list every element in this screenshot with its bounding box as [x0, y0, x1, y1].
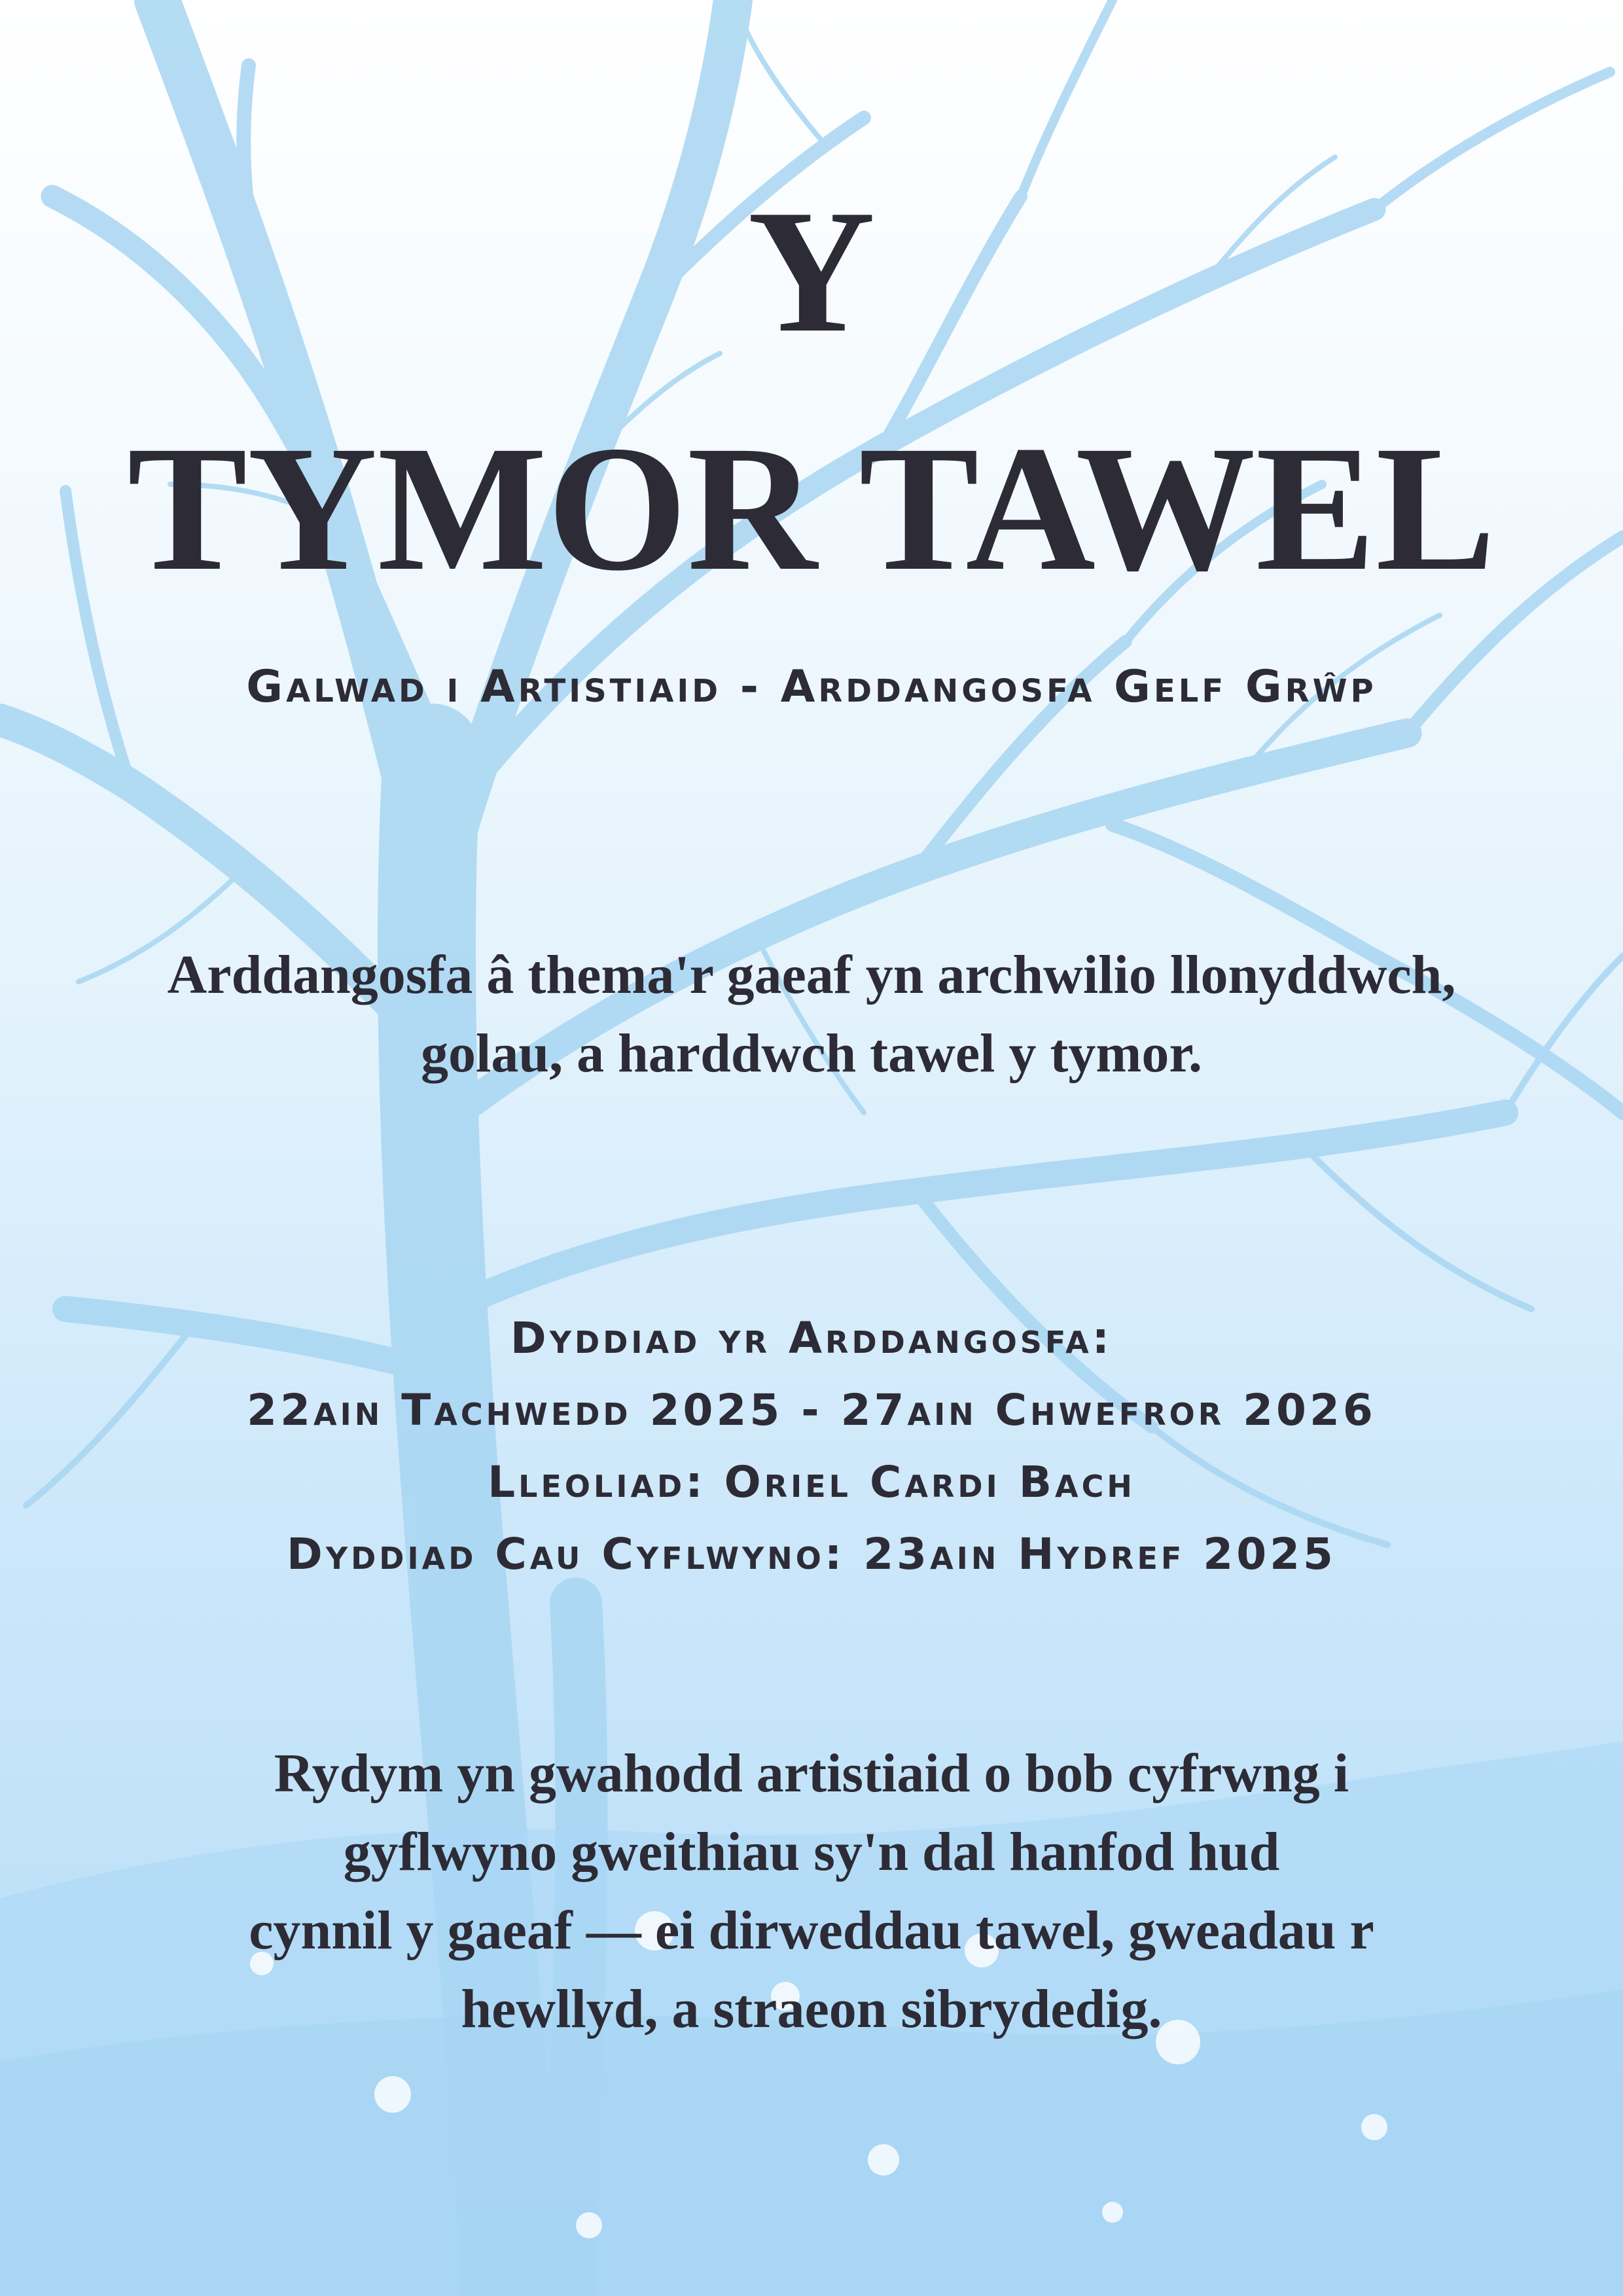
- dates-value: 22ain Tachwedd 2025 - 27ain Chwefror 2026: [247, 1385, 1376, 1435]
- title-article: Y: [747, 173, 876, 369]
- invitation-line: cynnil y gaeaf — ei dirweddau tawel, gweadau r: [249, 1900, 1374, 1961]
- submission-deadline: Dyddiad Cau Cyflwyno: 23ain Hydref 2025: [287, 1529, 1336, 1579]
- invitation-text: [105, 1734, 1518, 2049]
- dates-label: Dyddiad yr Arddangosfa:: [510, 1313, 1113, 1363]
- poster-title: TYMOR TAWEL: [127, 409, 1496, 608]
- poster-subtitle: Galwad i Artistiaid - Arddangosfa Gelf Grŵp: [246, 661, 1377, 713]
- venue: Lleoliad: Oriel Cardi Bach: [488, 1457, 1135, 1507]
- exhibition-details: [0, 1302, 1623, 1590]
- intro-text: Arddangosfa â thema'r gaeaf yn archwilio llonyddwch, golau, a harddwch tawel y tymor.: [167, 944, 1456, 1084]
- invitation-line: gyflwyno gweithiau sy'n dal hanfod hud: [343, 1821, 1280, 1882]
- invitation-line: hewllyd, a straeon sibrydedig.: [461, 1979, 1162, 2039]
- invitation-line: Rydym yn gwahodd artistiaid o bob cyfrwng i: [274, 1743, 1349, 1804]
